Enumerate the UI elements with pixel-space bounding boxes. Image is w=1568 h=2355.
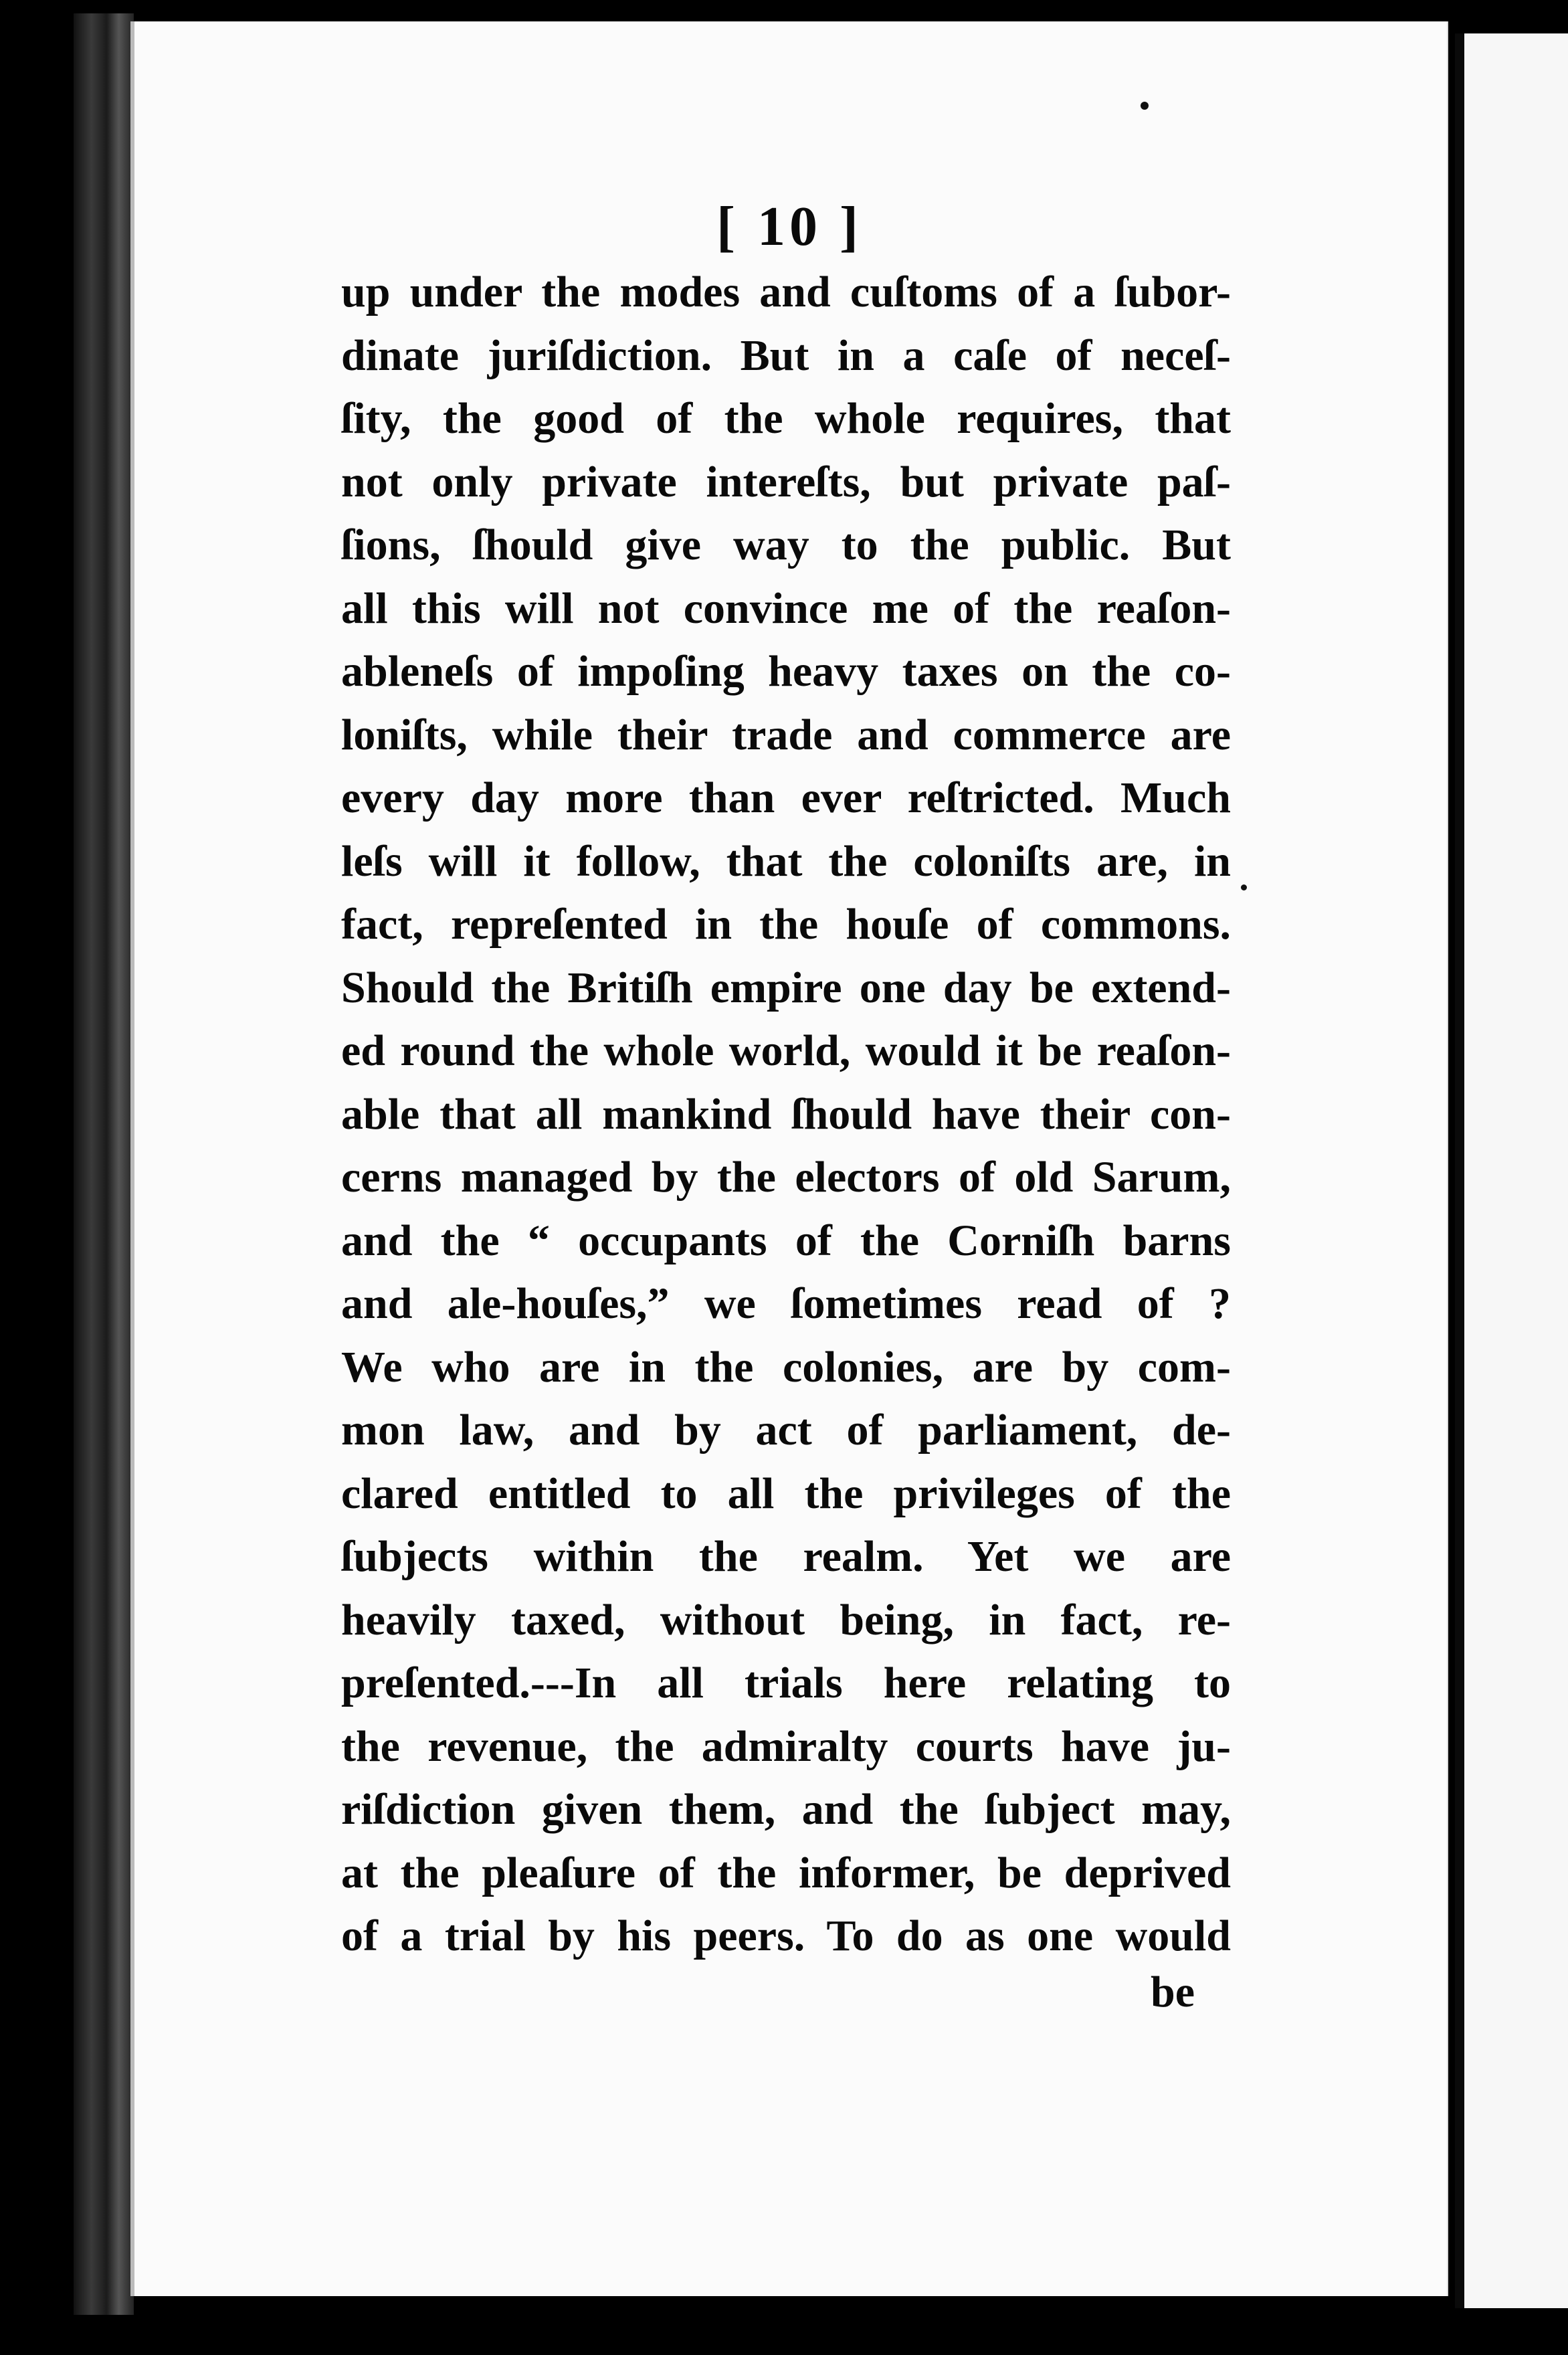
text-line: the revenue, the admiralty courts have ju- [341, 1721, 1231, 1771]
text-line: not only private intereſts, but private paſ- [341, 457, 1231, 506]
text-line: clared entitled to all the privileges of the [341, 1469, 1231, 1518]
text-line: all this will not convince me of the reaſon- [341, 583, 1231, 633]
text-line: mon law, and by act of parliament, de- [341, 1406, 1231, 1454]
text-line: ſions, ſhould give way to the public. But [341, 521, 1231, 569]
text-line: fact, repreſented in the houſe of commons. [341, 900, 1231, 949]
text-line: every day more than ever reſtricted. Much [341, 773, 1231, 822]
text-line: ableneſs of impoſing heavy taxes on the co- [341, 647, 1231, 696]
body-text [341, 261, 1231, 1968]
text-line: and the “ occupants of the Corniſh barns [341, 1216, 1231, 1265]
text-line: able that all mankind ſhould have their con- [341, 1089, 1231, 1139]
text-line: heavily taxed, without being, in fact, re- [341, 1595, 1231, 1644]
text-line: riſdiction given them, and the ſubject may, [341, 1785, 1231, 1834]
next-page-edge [1455, 33, 1568, 2308]
ink-speck [1241, 884, 1247, 890]
page-number: [ 10 ] [716, 195, 862, 258]
text-line: cerns managed by the electors of old Sarum, [341, 1153, 1231, 1202]
text-line: at the pleaſure of the informer, be deprived [341, 1848, 1231, 1897]
text-line: dinate juriſdiction. But in a caſe of neceſ- [341, 331, 1231, 380]
text-line: and ale-houſes,” we ſometimes read of ? [341, 1279, 1231, 1328]
text-line: preſented.---In all trials here relating to [341, 1659, 1231, 1707]
text-line: loniſts, while their trade and commerce are [341, 710, 1231, 759]
text-line: up under the modes and cuſtoms of a ſubor- [341, 268, 1231, 316]
text-line: ſubjects within the realm. Yet we are [341, 1532, 1231, 1581]
text-line: Should the Britiſh empire one day be extend- [341, 963, 1231, 1012]
text-line: ed round the whole world, would it be reaſon- [341, 1026, 1231, 1075]
book-binding-edge [74, 13, 134, 2315]
text-line: We who are in the colonies, are by com- [341, 1342, 1231, 1392]
text-line: of a trial by his peers. To do as one would [341, 1911, 1231, 1960]
text-line: leſs will it follow, that the coloniſts are, in [341, 836, 1231, 886]
text-line: ſity, the good of the whole requires, that [341, 394, 1231, 443]
catchword: be [1151, 1968, 1195, 2016]
ink-speck [1141, 102, 1149, 110]
